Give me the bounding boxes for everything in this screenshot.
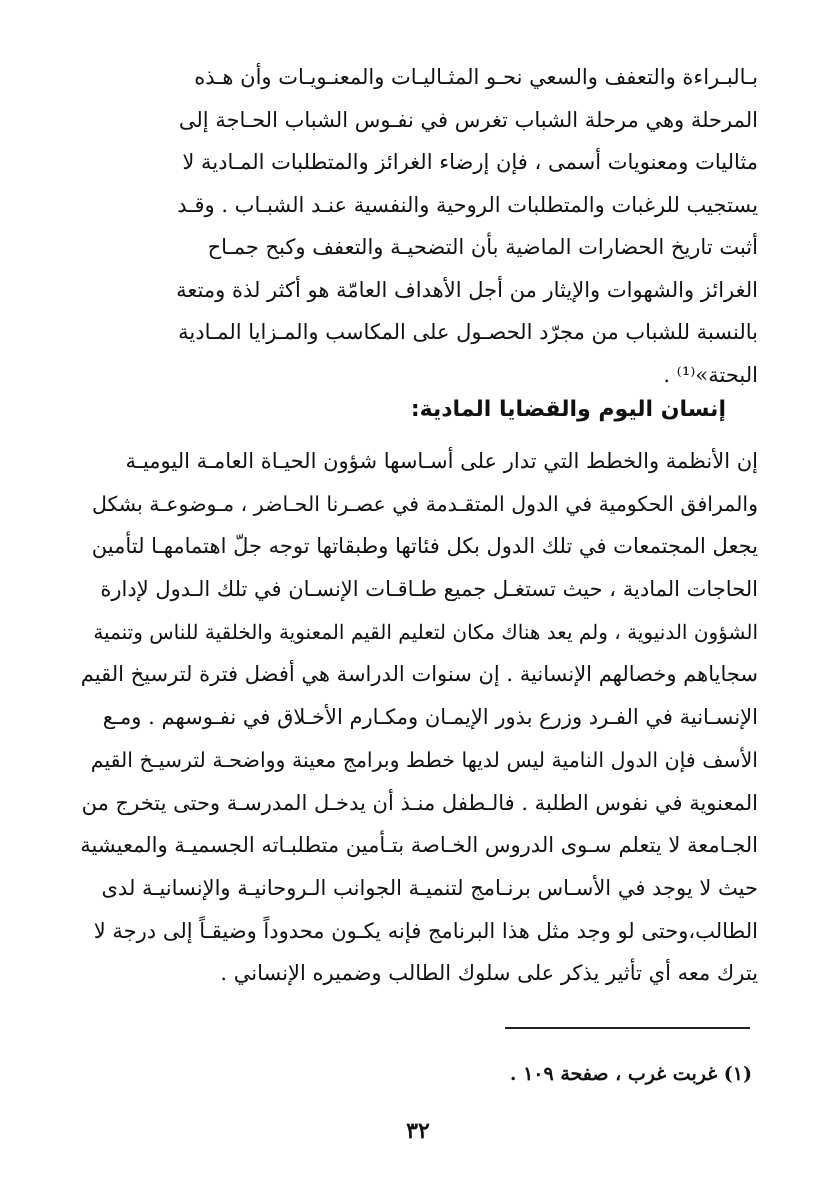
- text-line: الإنسـانية في الفـرد وزرع بذور الإيمـان ومكـارم الأخـلاق في نفـوسهم . ومـع: [102, 705, 758, 730]
- text-line: إن الأنظمة والخطط التي تدار على أسـاسها شؤون الحيـاة العامـة اليوميـة: [125, 449, 758, 473]
- text-line: الغرائز والشهوات والإيثار من أجل الأهداف العامّة هو أكثر لذة ومتعة: [176, 277, 758, 302]
- text-line: المرحلة وهي مرحلة الشباب تغرس في نفـوس الشباب الحـاجة إلى: [178, 107, 758, 132]
- text-line: بـالبـراءة والتعفف والسعي نحـو المثـاليـات والمعنـويـات وأن هـذه: [194, 65, 758, 89]
- quote-paragraph: [78, 56, 758, 396]
- text-line: والمرافق الحكومية في الدول المتقـدمة في عصـرنا الحـاضر ، مـوضوعـة بشكل: [91, 491, 758, 516]
- body-paragraph: [78, 440, 758, 995]
- text-line: سجاياهم وخصالهم الإنسانية . إن سنوات الدراسة هي أفضل فترة لترسيخ القيم: [80, 662, 758, 687]
- text-line: يترك معه أي تأثير يذكر على سلوك الطالب وضميره الإنساني .: [220, 961, 758, 986]
- text-line: الطالب،وحتى لو وجد مثل هذا البرنامج فإنه يكـون محدوداً وضيقـاً إلى درجة لا: [93, 918, 758, 943]
- text-line: البحتة»⁽¹⁾ .: [663, 362, 758, 387]
- text-line: يستجيب للرغبات والمتطلبات الروحية والنفسية عنـد الشبـاب . وقـد: [177, 192, 758, 217]
- text-line: بالنسبة للشباب من مجرّد الحصـول على المكاسب والمـزايا المـادية: [178, 320, 758, 344]
- text-line: الأسف فإن الدول النامية ليس لديها خطط وبرامج معينة وواضحـة لترسيـخ القيم: [90, 747, 758, 772]
- text-line: أثبت تاريخ الحضارات الماضية بأن التضحيـة والتعفف وكبح جمـاح: [207, 235, 758, 259]
- text-line: يجعل المجتمعات في تلك الدول بكل فئاتها وطبقاتها توجه جلّ اهتمامهـا لتأمين: [91, 534, 758, 559]
- text-line: المعنوية في نفوس الطلبة . فالـطفل منـذ أن يدخـل المدرسـة وحتى يتخرج من: [81, 790, 758, 815]
- footnote-divider: [505, 1027, 750, 1029]
- page-number: ٣٢: [406, 1118, 430, 1144]
- text-line: الشؤون الدنيوية ، ولم يعد هناك مكان لتعليم القيم المعنوية والخلقية للناس وتنمية: [93, 619, 758, 644]
- text-line: حيث لا يوجد في الأسـاس برنـامج لتنميـة الجوانب الـروحانيـة والإنسانيـة لدى: [101, 875, 758, 900]
- text-line: الجـامعة لا يتعلم سـوى الدروس الخـاصة بتـأمين متطلبـاته الجسميـة والمعيشية: [80, 833, 758, 858]
- text-line: مثاليات ومعنويات أسمى ، فإن إرضاء الغرائز والمتطلبات المـادية لا: [182, 150, 758, 174]
- footnote: (١) غربت غرب ، صفحة ١٠٩ .: [509, 1063, 752, 1085]
- section-heading: إنسان اليوم والقضايا المادية:: [410, 397, 726, 422]
- text-line: الحاجات المادية ، حيث تستغـل جميع طـاقـات الإنسـان في تلك الـدول لإدارة: [100, 577, 758, 602]
